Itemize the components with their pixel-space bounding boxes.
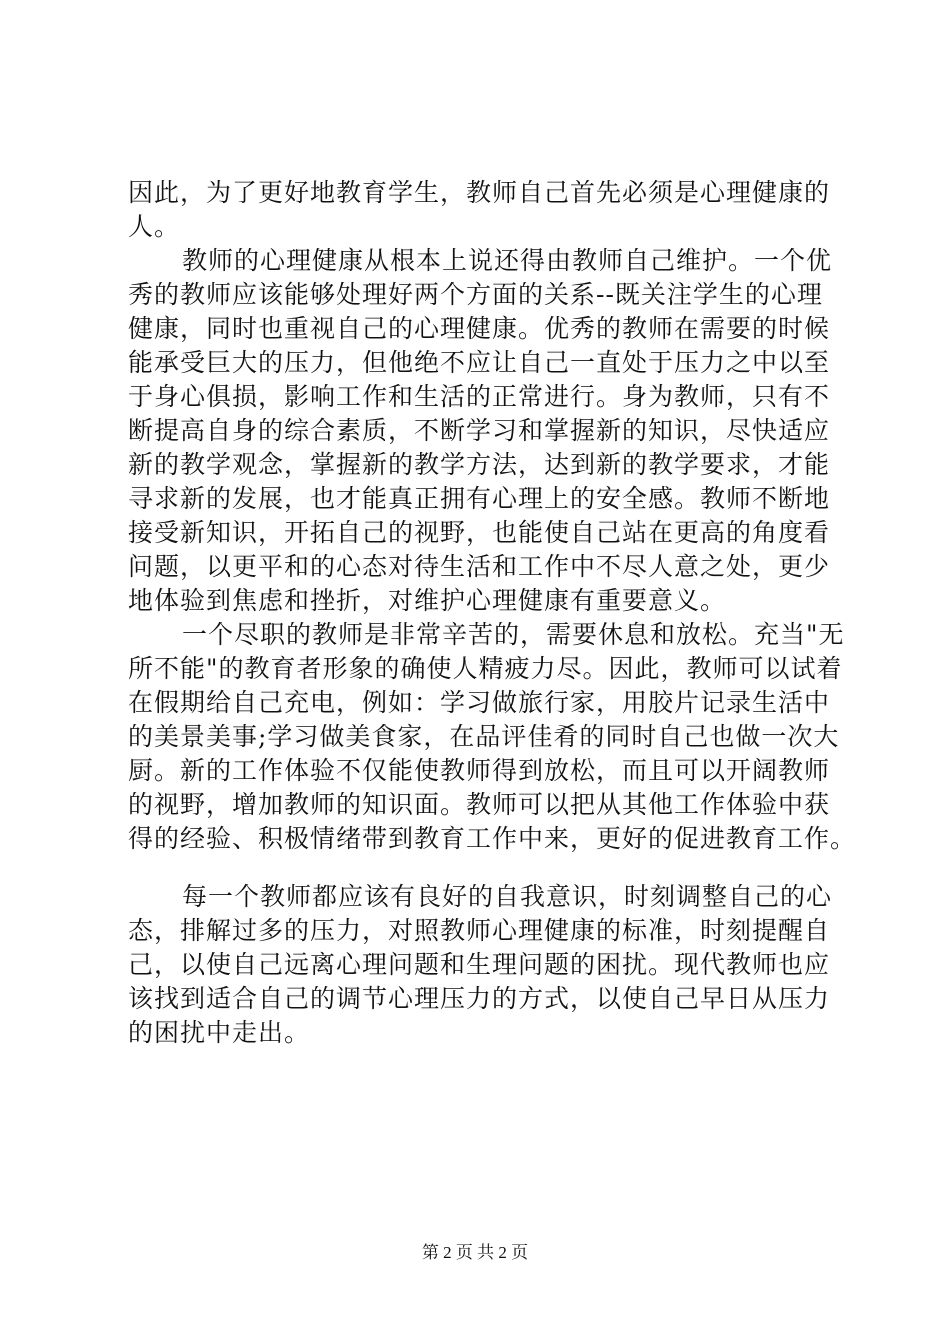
text-line: 教师的心理健康从根本上说还得由教师自己维护。一个优 <box>182 246 833 275</box>
text-line: 厨。新的工作体验不仅能使教师得到放松，而且可以开阔教师 <box>128 756 831 785</box>
page-number-footer: 第 2 页 共 2 页 <box>421 1243 529 1262</box>
text-line: 问题，以更平和的心态对待生活和工作中不尽人意之处，更少 <box>128 552 831 581</box>
text-line: 能承受巨大的压力，但他绝不应让自己一直处于压力之中以至 <box>128 348 831 377</box>
paragraph-gap <box>128 856 848 880</box>
text-line: 断提高自身的综合素质，不断学习和掌握新的知识，尽快适应 <box>128 416 831 445</box>
paragraph <box>128 618 857 856</box>
text-line: 新的教学观念，掌握新的教学方法，达到新的教学要求，才能 <box>128 450 831 479</box>
paragraph-continuation <box>128 176 848 244</box>
text-line: 己，以使自己远离心理问题和生理问题的困扰。现代教师也应 <box>128 950 831 979</box>
text-line: 秀的教师应该能够处理好两个方面的关系--既关注学生的心理 <box>128 280 823 309</box>
text-line: 因此，为了更好地教育学生，教师自己首先必须是心理健康的 <box>128 178 831 207</box>
paragraph <box>128 244 848 618</box>
text-line: 健康，同时也重视自己的心理健康。优秀的教师在需要的时候 <box>128 314 831 343</box>
text-line: 接受新知识，开拓自己的视野，也能使自己站在更高的角度看 <box>128 518 831 547</box>
text-line: 的困扰中走出。 <box>128 1018 311 1047</box>
text-line: 地体验到焦虑和挫折，对维护心理健康有重要意义。 <box>128 586 727 615</box>
text-line: 所不能"的教育者形象的确使人精疲力尽。因此，教师可以试着 <box>128 654 843 683</box>
text-line: 每一个教师都应该有良好的自我意识，时刻调整自己的心 <box>182 882 833 911</box>
paragraph <box>128 880 848 1050</box>
text-line: 于身心俱损，影响工作和生活的正常进行。身为教师，只有不 <box>128 382 831 411</box>
text-line: 态，排解过多的压力，对照教师心理健康的标准，时刻提醒自 <box>128 916 831 945</box>
text-line: 在假期给自己充电，例如：学习做旅行家，用胶片记录生活中 <box>128 688 831 717</box>
text-line: 一个尽职的教师是非常辛苦的，需要休息和放松。充当"无 <box>182 620 845 649</box>
text-line: 该找到适合自己的调节心理压力的方式，以使自己早日从压力 <box>128 984 831 1013</box>
text-line: 寻求新的发展，也才能真正拥有心理上的安全感。教师不断地 <box>128 484 831 513</box>
text-line: 的视野，增加教师的知识面。教师可以把从其他工作体验中获 <box>128 790 831 819</box>
document-body <box>128 176 857 1050</box>
text-line: 人。 <box>128 212 181 241</box>
text-line: 的美景美事;学习做美食家，在品评佳肴的同时自己也做一次大 <box>128 722 840 751</box>
text-line: 得的经验、积极情绪带到教育工作中来，更好的促进教育工作。 <box>128 824 857 853</box>
